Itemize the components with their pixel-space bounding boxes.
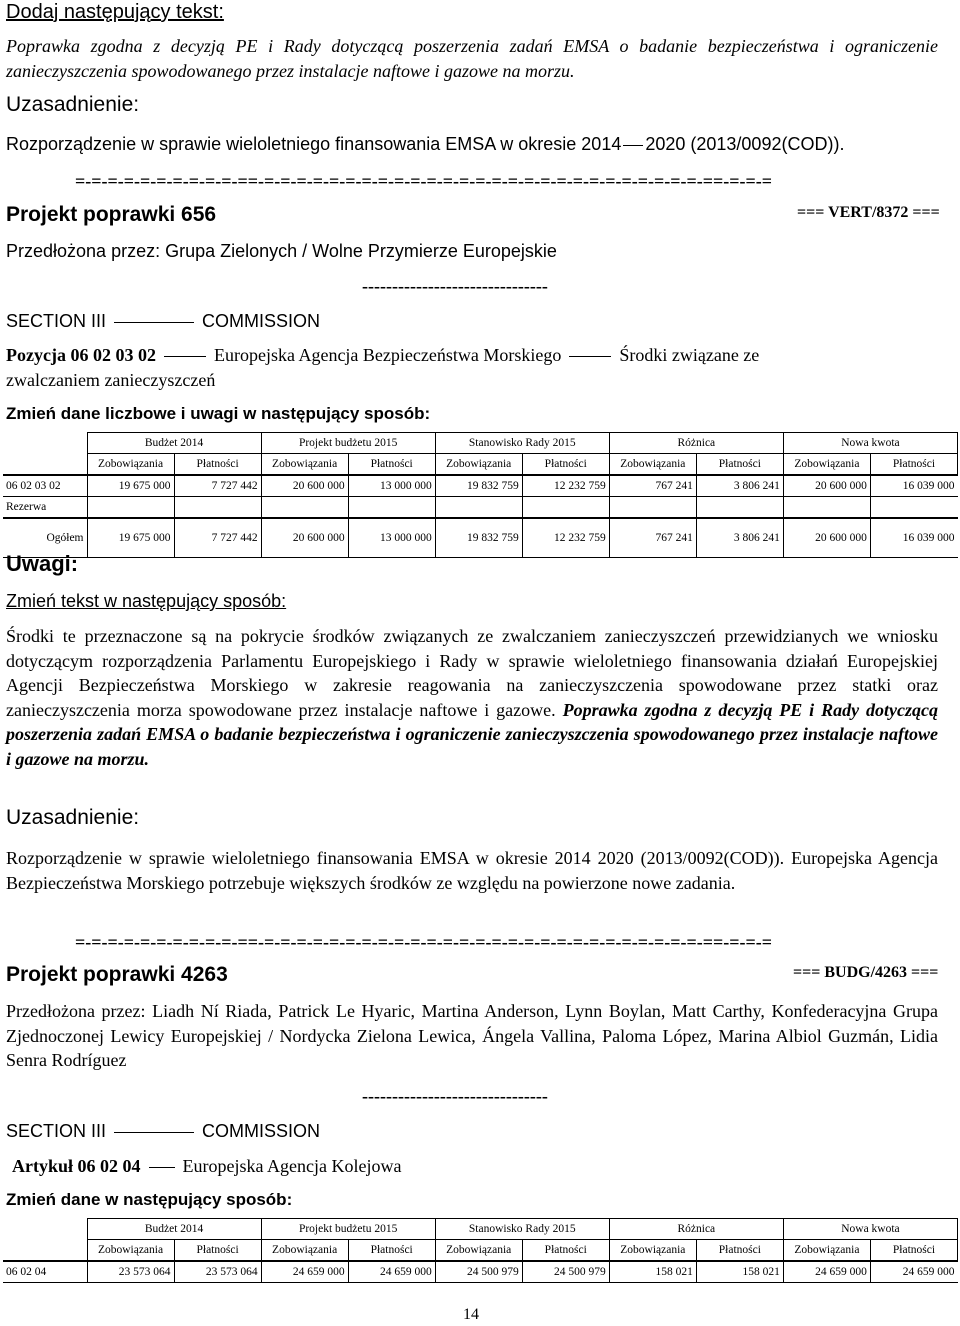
- row-label: Ogółem: [3, 518, 87, 558]
- cell: 767 241: [609, 475, 696, 497]
- cell: 19 675 000: [87, 518, 174, 558]
- justification-text-2: Rozporządzenie w sprawie wieloletniego finansowania EMSA w okresie 2014 2020 (2013/0092(COD)). Europejska Agencja Bezpieczeństwa Morskiego potrzebuje większych środków ze względu na powierzone nowe zadania.: [6, 848, 938, 893]
- cell: 24 659 000: [870, 1261, 957, 1283]
- cell: 7 727 442: [174, 475, 261, 497]
- row-label: Rezerwa: [3, 497, 87, 519]
- group-header: Projekt budżetu 2015: [261, 433, 435, 454]
- budget-table: [3, 432, 958, 558]
- section-left: SECTION III: [6, 311, 107, 331]
- cell: 19 832 759: [435, 518, 522, 558]
- cell: [174, 497, 261, 519]
- cell: [87, 497, 174, 519]
- cell: [261, 497, 348, 519]
- remarks-text: Środki te przeznaczone są na pokrycie środków związanych ze zwalczaniem zanieczyszczeń przewidzianych we wniosku dotyczącym rozporządzenia Parlamentu Europejskiego i Rady w sprawie wieloletniego finansowania działań Europejskiej Agencji Bezpieczeństwa Morskiego w zakresie reagowania na zanieczyszczenia spowodowane przez statki oraz zanieczyszczenia morza spowodowane przez instalacje naftowe i gazowe.: [6, 626, 938, 720]
- position-line: [6, 344, 938, 366]
- position-dash-1: [164, 356, 206, 357]
- cell: 24 659 000: [783, 1261, 870, 1283]
- justification-heading: Uzasadnienie:: [6, 93, 140, 116]
- position-dash-2: [569, 356, 611, 357]
- sub-header: Płatności: [696, 454, 783, 476]
- table-sub-row: [3, 1240, 958, 1262]
- sub-header: Zobowiązania: [87, 1240, 174, 1262]
- add-text-label: Dodaj następujący tekst:: [6, 1, 224, 23]
- sub-header: Płatności: [522, 1240, 609, 1262]
- table-group-row: [3, 433, 958, 454]
- sub-header: Zobowiązania: [261, 454, 348, 476]
- cell: 16 039 000: [870, 475, 957, 497]
- cell: 24 659 000: [348, 1261, 435, 1283]
- change-heading-2: Zmień dane w następujący sposób:: [6, 1190, 293, 1209]
- separator-line-1: =-=-=-=-=-=-=-=-=-=-==-=-=-=-=-=-=-=-=-=-=-=-=-=-=-=-=-=-=-=-=-=-=-=-=-=-=-=-==-=-=-=: [75, 171, 773, 191]
- remarks-added-text: Poprawka zgodna z decyzją PE i Rady dotyczącą poszerzenia zadań EMSA o badanie bezpieczeństwa i ograniczenie zanieczyszczenia spowodowanego przez instalacje naftowe i gazowe na morzu.: [6, 699, 938, 769]
- article-name: Europejska Agencja Kolejowa: [182, 1156, 402, 1176]
- position-rest-1: Środki związane ze: [619, 345, 760, 365]
- row-label: 06 02 04: [3, 1261, 87, 1283]
- sub-header: Płatności: [522, 454, 609, 476]
- cell: [348, 497, 435, 519]
- amendment-title-2: Projekt poprawki 4263: [6, 963, 228, 986]
- dash-separator: -------------------------------: [362, 276, 548, 296]
- sub-header: Zobowiązania: [87, 454, 174, 476]
- section-dash: [114, 322, 194, 323]
- page-number: 14: [463, 1306, 479, 1323]
- amendment-title: Projekt poprawki 656: [6, 203, 217, 226]
- cell: [870, 497, 957, 519]
- cell: 16 039 000: [870, 518, 957, 558]
- position-agency: Europejska Agencja Bezpieczeństwa Morskiego: [213, 345, 562, 365]
- cell: 3 806 241: [696, 475, 783, 497]
- cell: 23 573 064: [174, 1261, 261, 1283]
- cell: 24 659 000: [261, 1261, 348, 1283]
- remarks-heading: Uwagi:: [6, 551, 79, 576]
- row-label: 06 02 03 02: [3, 475, 87, 497]
- article-line: [12, 1155, 401, 1177]
- cell: 20 600 000: [261, 475, 348, 497]
- section-left: SECTION III: [6, 1121, 107, 1141]
- section-right: COMMISSION: [202, 1121, 321, 1141]
- sub-header: Płatności: [870, 1240, 957, 1262]
- cell: 158 021: [609, 1261, 696, 1283]
- cell: 19 675 000: [87, 475, 174, 497]
- group-header: Stanowisko Rady 2015: [435, 1219, 609, 1240]
- sub-header: Zobowiązania: [609, 454, 696, 476]
- cell: 12 232 759: [522, 518, 609, 558]
- cell: 20 600 000: [783, 518, 870, 558]
- submitted-by-2: Przedłożona przez: Liadh Ní Riada, Patrick Le Hyaric, Martina Anderson, Lynn Boylan, Matt Carthy, Konfederacyjna Grupa Zjednoczonej Lewicy Europejskiej / Nordycka Zielona Lewica, Ángela Vallina, Paloma López, Marina Albiol Guzmán, Lidia Senra Rodríguez: [6, 1001, 938, 1070]
- group-header: Stanowisko Rady 2015: [435, 433, 609, 454]
- cell: 13 000 000: [348, 475, 435, 497]
- sub-header: Płatności: [348, 454, 435, 476]
- cell: [522, 497, 609, 519]
- submitted-by: Przedłożona przez: Grupa Zielonych / Wolne Przymierze Europejskie: [6, 241, 557, 261]
- cell: [783, 497, 870, 519]
- sub-header: Płatności: [696, 1240, 783, 1262]
- justification-text: [6, 133, 844, 155]
- amendment-ref: === VERT/8372 ===: [797, 204, 940, 221]
- cell: 13 000 000: [348, 518, 435, 558]
- cell: 7 727 442: [174, 518, 261, 558]
- section-dash: [114, 1132, 194, 1133]
- justification-text-part: Rozporządzenie w sprawie wieloletniego finansowania EMSA w okresie 2014 2020 (2013/0092(COD)).: [6, 134, 845, 154]
- table-row: [3, 518, 958, 558]
- cell: [435, 497, 522, 519]
- group-header: Różnica: [609, 433, 783, 454]
- cell: 158 021: [696, 1261, 783, 1283]
- position-rest-2: zwalczaniem zanieczyszczeń: [6, 370, 216, 390]
- sub-header: Płatności: [174, 454, 261, 476]
- table-sub-row: [3, 454, 958, 476]
- intro-italic-text: Poprawka zgodna z decyzją PE i Rady dotyczącą poszerzenia zadań EMSA o badanie bezpieczeństwa i ograniczenie zanieczyszczenia spowodowanego przez instalacje naftowe i gazowe na morzu.: [6, 36, 938, 81]
- amendment-ref-2: === BUDG/4263 ===: [793, 964, 939, 981]
- separator-line-2: =-=-=-=-=-=-=-=-=-=-==-=-=-=-=-=-=-=-=-=-=-=-=-=-=-=-=-=-=-=-=-=-=-=-=-=-=-=-==-=-=-=: [75, 932, 773, 952]
- sub-header: Płatności: [174, 1240, 261, 1262]
- sub-header: Zobowiązania: [783, 1240, 870, 1262]
- cell: 12 232 759: [522, 475, 609, 497]
- cell: [696, 497, 783, 519]
- group-header: Projekt budżetu 2015: [261, 1219, 435, 1240]
- cell: 20 600 000: [261, 518, 348, 558]
- group-header: Nowa kwota: [783, 1219, 957, 1240]
- cell: 767 241: [609, 518, 696, 558]
- sub-header: Płatności: [870, 454, 957, 476]
- cell: 20 600 000: [783, 475, 870, 497]
- section-right: COMMISSION: [202, 311, 321, 331]
- sub-header: Zobowiązania: [261, 1240, 348, 1262]
- budget-table-2: [3, 1218, 958, 1283]
- group-header: Nowa kwota: [783, 433, 957, 454]
- sub-header: Zobowiązania: [435, 1240, 522, 1262]
- article-dash: [149, 1167, 175, 1168]
- table-row: [3, 475, 958, 497]
- dash-separator-2: -------------------------------: [362, 1086, 548, 1106]
- table-row: [3, 497, 958, 519]
- change-heading: Zmień dane liczbowe i uwagi w następujący sposób:: [6, 404, 431, 423]
- cell: 23 573 064: [87, 1261, 174, 1283]
- section-line-2: [6, 1120, 320, 1142]
- cell: 24 500 979: [522, 1261, 609, 1283]
- group-header: Różnica: [609, 1219, 783, 1240]
- cell: [609, 497, 696, 519]
- article-prefix: Artykuł 06 02 04: [12, 1156, 141, 1176]
- remarks-paragraph: [6, 624, 938, 771]
- sub-header: Zobowiązania: [609, 1240, 696, 1262]
- justification-heading-2: Uzasadnienie:: [6, 806, 140, 829]
- change-text-label: Zmień tekst w następujący sposób:: [6, 591, 287, 611]
- cell: 24 500 979: [435, 1261, 522, 1283]
- group-header: Budżet 2014: [87, 1219, 261, 1240]
- sub-header: Płatności: [348, 1240, 435, 1262]
- group-header: Budżet 2014: [87, 433, 261, 454]
- position-prefix: Pozycja 06 02 03 02: [6, 345, 156, 365]
- section-line: [6, 310, 320, 332]
- sub-header: Zobowiązania: [783, 454, 870, 476]
- table-group-row: [3, 1219, 958, 1240]
- table-row: [3, 1261, 958, 1283]
- sub-header: Zobowiązania: [435, 454, 522, 476]
- cell: 3 806 241: [696, 518, 783, 558]
- cell: 19 832 759: [435, 475, 522, 497]
